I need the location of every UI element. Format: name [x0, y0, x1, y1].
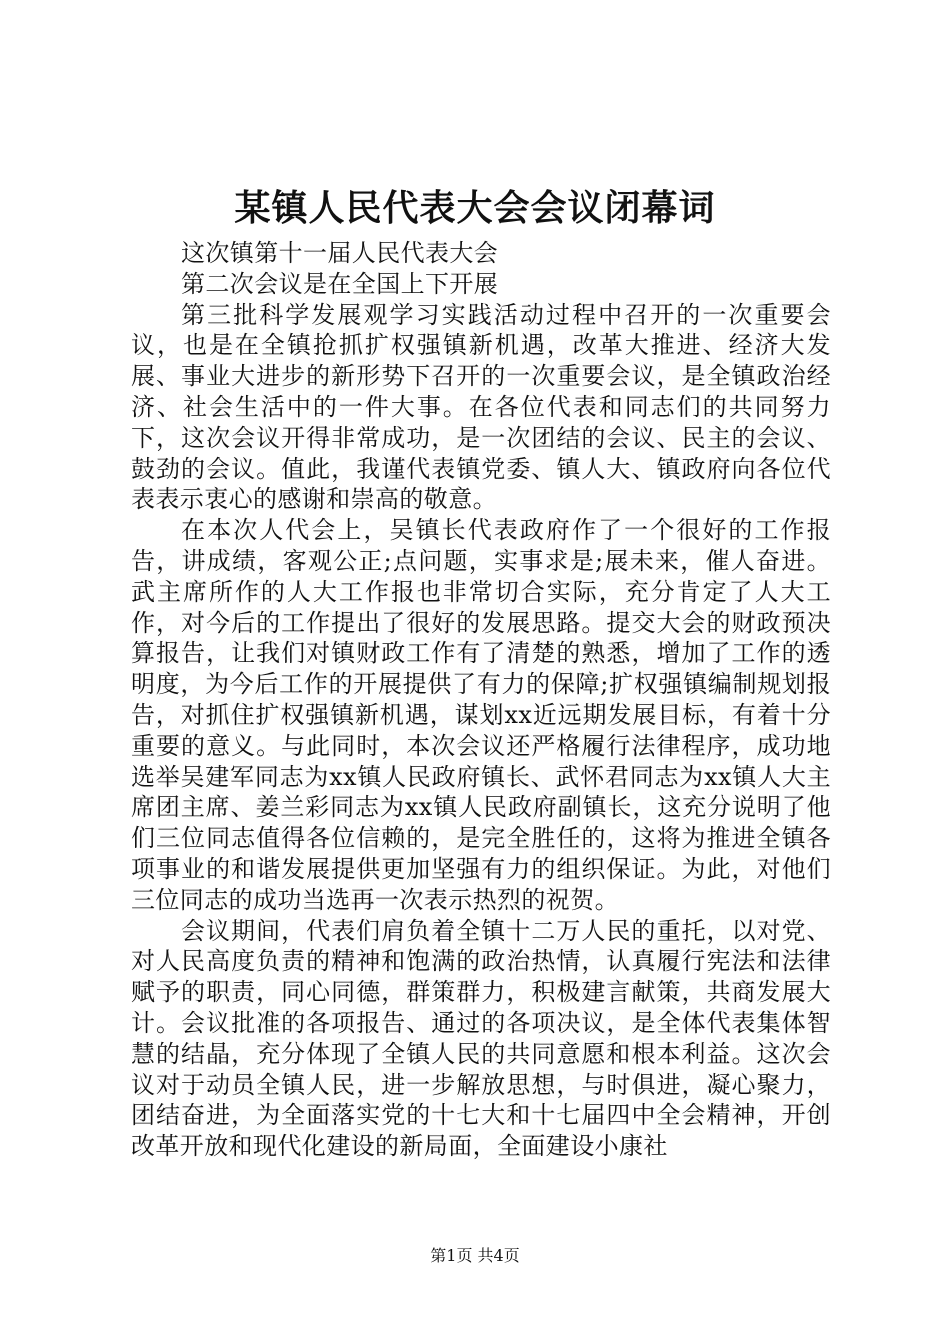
paragraph-4: 在本次人代会上，吴镇长代表政府作了一个很好的工作报告，讲成绩，客观公正;点问题，实事求是;展未来，催人奋进。武主席所作的人大工作报也非常切合实际，充分肯定了人大工作，对今后的工作提出了很好的发展思路。提交大会的财政预决算报告，让我们对镇财政工作有了清楚的熟悉，增加了工作的透明度，为今后工作的开展提供了有力的保障;扩权强镇编制规划报告，对抓住扩权强镇新机遇，谋划xx近远期发展目标，有着十分重要的意义。与此同时，本次会议还严格履行法律程序，成功地选举吴建军同志为xx镇人民政府镇长、武怀君同志为xx镇人大主席团主席、姜兰彩同志为xx镇人民政府副镇长，这充分说明了他们三位同志值得各位信赖的，是完全胜任的，这将为推进全镇各项事业的和谐发展提供更加坚强有力的组织保证。为此，对他们三位同志的成功当选再一次表示热烈的祝贺。: [131, 516, 831, 914]
paragraph-5: 会议期间，代表们肩负着全镇十二万人民的重托，以对党、对人民高度负责的精神和饱满的政治热情，认真履行宪法和法律赋予的职责，同心同德，群策群力，积极建言献策，共商发展大计。会议批准的各项报告、通过的各项决议，是全体代表集体智慧的结晶，充分体现了全镇人民的共同意愿和根本利益。这次会议对于动员全镇人民，进一步解放思想，与时俱进，凝心聚力，团结奋进，为全面落实党的十七大和十七届四中全会精神，开创改革开放和现代化建设的新局面，全面建设小康社: [131, 916, 831, 1161]
paragraph-3: 第三批科学发展观学习实践活动过程中召开的一次重要会议，也是在全镇抢抓扩权强镇新机遇，改革大推进、经济大发展、事业大进步的新形势下召开的一次重要会议，是全镇政治经济、社会生活中的一件大事。在各位代表和同志们的共同努力下，这次会议开得非常成功，是一次团结的会议、民主的会议、鼓劲的会议。值此，我谨代表镇党委、镇人大、镇政府向各位代表表示衷心的感谢和崇高的敬意。: [131, 300, 831, 514]
document-body: [131, 238, 831, 1162]
paragraph-2: 第二次会议是在全国上下开展: [181, 269, 499, 298]
page-footer: 第1页 共4页: [430, 1246, 520, 1265]
paragraph-1: 这次镇第十一届人民代表大会: [181, 239, 499, 267]
document-title: 某镇人民代表大会会议闭幕词: [234, 187, 716, 229]
